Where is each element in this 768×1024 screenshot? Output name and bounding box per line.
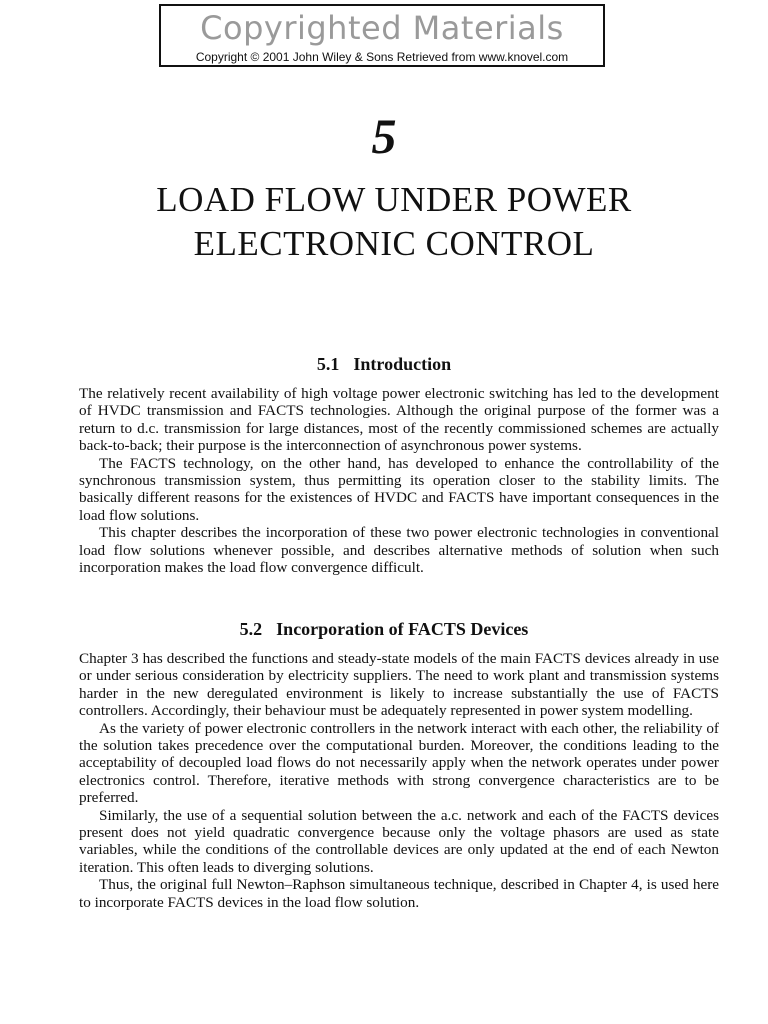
section-body-facts-devices	[79, 650, 719, 911]
paragraph: Chapter 3 has described the functions and steady-state models of the main FACTS devices already in use or under serious consideration by electricity suppliers. The need to work plant and transmission systems harder in the new deregulated environment is likely to increase substantially the use of FACTS controllers. Accordingly, their behaviour must be adequately represented in power system modelling.	[79, 650, 719, 720]
section-heading-facts-devices	[0, 618, 768, 640]
chapter-number: 5	[371, 108, 397, 164]
chapter-title	[60, 178, 728, 266]
section-number: 5.1	[316, 354, 340, 374]
section-heading-introduction	[0, 353, 768, 375]
chapter-title-line-1: LOAD FLOW UNDER POWER	[156, 180, 632, 219]
section-title: Incorporation of FACTS Devices	[276, 619, 529, 639]
section-title: Introduction	[353, 354, 452, 374]
paragraph: Thus, the original full Newton–Raphson simultaneous technique, described in Chapter 4, is used here to incorporate FACTS devices in the load flow solution.	[79, 876, 719, 911]
watermark-subtitle: Copyright © 2001 John Wiley & Sons Retrieved from www.knovel.com	[195, 50, 569, 64]
section-body-introduction	[79, 385, 719, 576]
section-number: 5.2	[239, 619, 263, 639]
paragraph: The relatively recent availability of high voltage power electronic switching has led to the development of HVDC transmission and FACTS technologies. Although the original purpose of the former was a return to d.c. transmission for large distances, most of the recently commissioned schemes are actually back-to-back; their purpose is the interconnection of asynchronous power systems.	[79, 385, 719, 455]
copyright-watermark	[159, 4, 605, 67]
paragraph: This chapter describes the incorporation of these two power electronic technologies in conventional load flow solutions whenever possible, and describes alternative methods of solution when such incorporation makes the load flow convergence difficult.	[79, 524, 719, 577]
chapter-title-line-2: ELECTRONIC CONTROL	[193, 224, 595, 263]
watermark-title: Copyrighted Materials	[200, 9, 564, 47]
paragraph: As the variety of power electronic controllers in the network interact with each other, the reliability of the solution takes precedence over the computational burden. Moreover, the conditions leading to the acceptability of decoupled load flows do not necessarily apply when the network operates under power electronics control. Therefore, iterative methods with strong convergence characteristics are to be preferred.	[79, 719, 719, 807]
paragraph: The FACTS technology, on the other hand, has developed to enhance the controllability of the synchronous transmission system, thus permitting its operation closer to the stability limits. The basically different reasons for the existences of HVDC and FACTS have important consequences in the load flow solutions.	[79, 454, 719, 524]
paragraph: Similarly, the use of a sequential solution between the a.c. network and each of the FACTS devices present does not yield quadratic convergence because only the voltage phasors are used as state variables, while the conditions of the controllable devices are only updated at the end of each Newton iteration. This often leads to diverging solutions.	[79, 806, 719, 876]
